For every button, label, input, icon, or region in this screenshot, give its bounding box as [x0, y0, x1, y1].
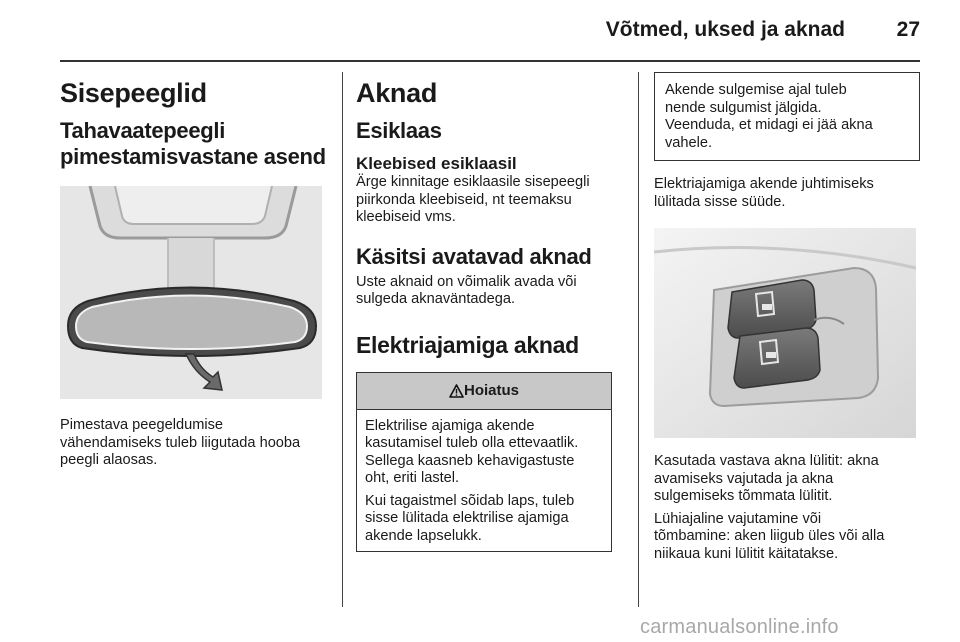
column-divider — [342, 72, 343, 607]
text-line: Uste aknaid on võimalik avada või — [356, 273, 577, 290]
subtitle-antiglare — [60, 118, 328, 170]
text-line: sulgeda aknaväntadega. — [356, 291, 516, 307]
warning-header — [357, 372, 611, 410]
text-line: kasutamisel tuleb olla ettevaatlik. — [365, 435, 579, 451]
text-line: lülitada sisse süüde. — [654, 193, 786, 210]
text-line: avamiseks vajutada ja akna — [654, 470, 834, 487]
column-divider — [638, 72, 639, 607]
text-line: vahele. — [665, 134, 713, 151]
text-line: Sellega kaasneb kehavigastuste — [365, 452, 575, 469]
header-rule — [60, 60, 920, 62]
text-line: piirkonda kleebiseid, nt teemaksu — [356, 191, 572, 208]
column-power-windows-cont — [654, 72, 922, 563]
text-line: kleebiseid vms. — [356, 209, 456, 225]
text-line: Elektriajamiga akende juhtimiseks — [654, 176, 874, 192]
manual-windows-text — [356, 274, 624, 309]
column-windows — [356, 72, 624, 552]
warning-paragraph — [365, 418, 603, 488]
page-number: 27 — [896, 18, 920, 41]
heading-manual-windows: Käsitsi avatavad aknad — [356, 243, 592, 269]
warning-paragraph — [365, 493, 603, 546]
text-line: Elektrilise ajamiga akende — [365, 417, 535, 434]
warning-title: Hoiatus — [463, 382, 519, 399]
text-line: Kui tagaistmel sõidab laps, tuleb — [365, 492, 575, 509]
text-line: tõmbamine: aken liigub üles või alla — [654, 528, 885, 544]
switch-usage-text — [654, 453, 922, 506]
text-line: peegli alaosas. — [60, 452, 158, 468]
column-interior-mirrors — [60, 72, 328, 470]
text-line: Ärge kinnitage esiklaasile sisepeegli — [356, 174, 590, 190]
caution-note-text — [665, 82, 911, 152]
subtitle-line: Tahavaatepeegli — [60, 118, 226, 143]
text-line: akende lapselukk. — [365, 527, 482, 544]
text-line: Akende sulgemise ajal tuleb — [665, 82, 847, 98]
rearview-mirror-illustration — [60, 186, 322, 399]
warning-box — [356, 372, 612, 553]
mirror-drawing — [60, 186, 322, 399]
text-line: niikaua kuni lülitit käitatakse. — [654, 545, 839, 562]
text-line: Pimestava peegeldumise — [60, 417, 224, 433]
short-press-text — [654, 511, 922, 564]
section-title-windows: Aknad — [356, 78, 438, 108]
text-line: vähendamiseks tuleb liigutada hooba — [60, 434, 301, 451]
subsection-title-windscreen: Esiklaas — [356, 118, 442, 143]
text-line: oht, eriti lastel. — [365, 470, 460, 486]
heading-power-windows: Elektriajamiga aknad — [356, 331, 579, 358]
switch-drawing — [654, 228, 916, 438]
ignition-text — [654, 176, 922, 211]
text-line: sulgemiseks tõmmata lülitit. — [654, 488, 833, 504]
mirror-caption — [60, 417, 328, 470]
window-switch-illustration — [654, 228, 916, 438]
warning-body — [357, 410, 611, 552]
heading-stickers: Kleebised esiklaasil — [356, 154, 517, 173]
header-title: Võtmed, uksed ja aknad — [605, 18, 845, 41]
text-line: nende sulgumist jälgida. — [665, 99, 822, 116]
stickers-text — [356, 174, 624, 227]
section-title-mirrors: Sisepeeglid — [60, 78, 207, 108]
subtitle-line: pimestamisvastane asend — [60, 144, 326, 169]
caution-note-box — [654, 72, 920, 161]
text-line: Kasutada vastava akna lülitit: akna — [654, 453, 879, 469]
text-line: Veenduda, et midagi ei jää akna — [665, 117, 873, 133]
text-line: Lühiajaline vajutamine või — [654, 510, 822, 527]
text-line: sisse lülitada elektrilise ajamiga — [365, 510, 569, 526]
watermark: carmanualsonline.info — [640, 616, 839, 638]
warning-triangle-icon — [449, 384, 464, 398]
